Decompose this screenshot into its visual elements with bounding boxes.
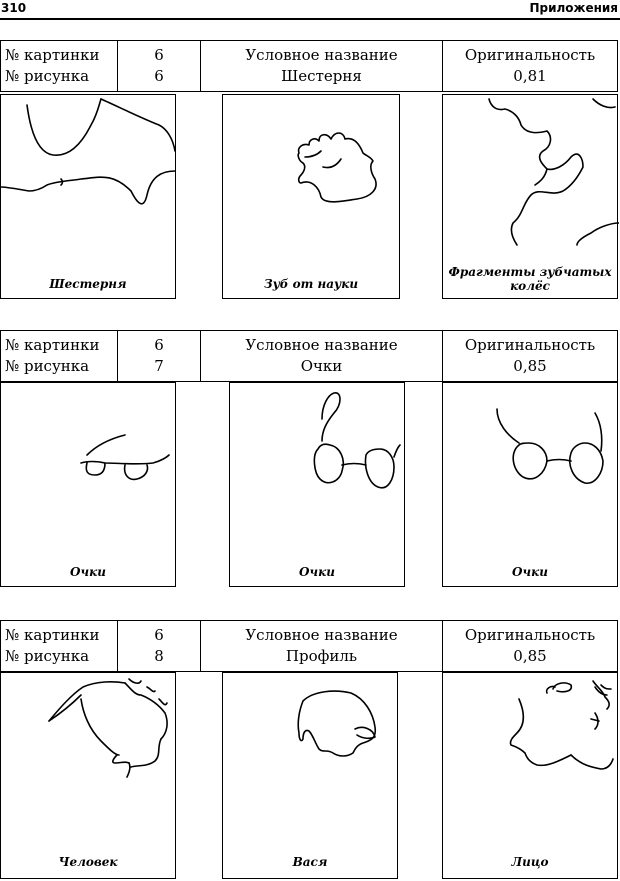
page-header (0, 0, 620, 20)
name-label: Условное название (245, 336, 398, 354)
figure-caption: Очки (70, 565, 106, 579)
figure-frame-3 (442, 382, 618, 587)
number-labels-cell (0, 330, 118, 382)
originality-value: 0,85 (513, 357, 547, 375)
name-cell (200, 620, 443, 672)
gear-fragment-sketch-icon (1, 95, 177, 300)
number-values-cell (117, 620, 201, 672)
figure-frame-1 (0, 672, 176, 879)
face-profile-sketch-icon (1, 673, 177, 880)
originality-value: 0,81 (513, 67, 547, 85)
figure-frame-2 (229, 382, 405, 587)
info-table (0, 330, 620, 385)
picture-number-label: № картинки (5, 46, 100, 64)
figure-frame-3 (442, 94, 618, 299)
header-rule (0, 18, 620, 20)
drawing-block-2 (0, 330, 620, 590)
number-labels-cell (0, 620, 118, 672)
figure-caption: Фрагменты зубчатых колёс (448, 265, 612, 293)
figure-caption: Зуб от науки (263, 277, 359, 291)
figure-caption: Вася (292, 855, 328, 869)
drawing-number-value: 6 (154, 67, 164, 85)
glasses-sketch-icon (443, 383, 619, 588)
figure-caption: Человек (58, 855, 118, 869)
figure-frame-1 (0, 382, 176, 587)
number-values-cell (117, 330, 201, 382)
info-table (0, 620, 620, 675)
drawing-number-value: 8 (154, 647, 164, 665)
picture-number-value: 6 (154, 336, 164, 354)
figure-caption: Лицо (511, 855, 549, 869)
number-values-cell (117, 40, 201, 92)
figure-caption: Очки (512, 565, 548, 579)
name-cell (200, 330, 443, 382)
page-number: 310 (1, 1, 27, 15)
number-labels-cell (0, 40, 118, 92)
tooth-sketch-icon (223, 95, 401, 300)
name-label: Условное название (245, 46, 398, 64)
originality-label: Оригинальность (464, 626, 596, 644)
picture-number-label: № картинки (5, 336, 100, 354)
glasses-sketch-icon (1, 383, 177, 588)
name-cell (200, 40, 443, 92)
figure-caption: Шестерня (49, 277, 127, 291)
name-label: Условное название (245, 626, 398, 644)
drawing-number-label: № рисунка (5, 357, 90, 375)
originality-cell (442, 620, 618, 672)
originality-label: Оригинальность (464, 336, 596, 354)
figure-frame-1 (0, 94, 176, 299)
drawing-block-3 (0, 620, 620, 880)
picture-number-value: 6 (154, 626, 164, 644)
name-value: Очки (300, 357, 343, 375)
figure-frame-2 (222, 94, 400, 299)
info-table (0, 40, 620, 95)
face-sketch-icon (443, 673, 619, 880)
originality-value: 0,85 (513, 647, 547, 665)
section-title: Приложения (529, 1, 618, 15)
figure-caption: Очки (299, 565, 335, 579)
originality-label: Оригинальность (464, 46, 596, 64)
head-sketch-icon (223, 673, 399, 880)
glasses-sketch-icon (230, 383, 406, 588)
name-value: Шестерня (281, 67, 362, 85)
picture-number-label: № картинки (5, 626, 100, 644)
drawing-block-1 (0, 40, 620, 300)
drawing-number-label: № рисунка (5, 647, 90, 665)
drawing-number-value: 7 (154, 357, 164, 375)
picture-number-value: 6 (154, 46, 164, 64)
originality-cell (442, 330, 618, 382)
figure-frame-2 (222, 672, 398, 879)
name-value: Профиль (285, 647, 358, 665)
figure-frame-3 (442, 672, 618, 879)
originality-cell (442, 40, 618, 92)
drawing-number-label: № рисунка (5, 67, 90, 85)
